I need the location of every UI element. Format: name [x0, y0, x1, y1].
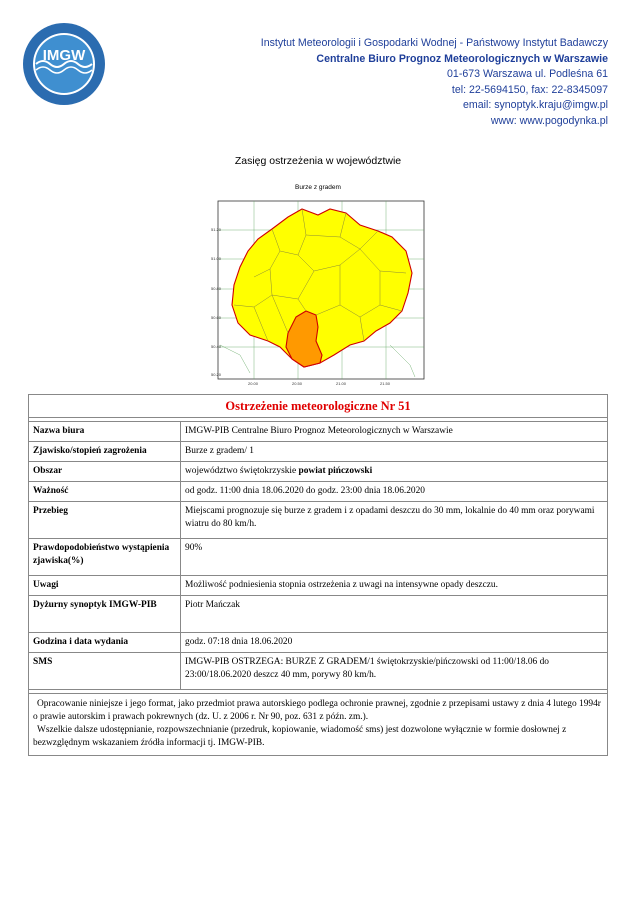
address: 01-673 Warszawa ul. Podleśna 61: [447, 68, 608, 80]
table-row: Ważność od godz. 11:00 dnia 18.06.2020 do godz. 23:00 dnia 18.06.2020: [29, 482, 608, 502]
copyright-paragraph: Opracowanie niniejsze i jego format, jako przedmiot prawa autorskiego podlega ochronie prawnej, zgodnie z przepisami ustawy z dnia 4 lutego 1994r o prawie autorskim i prawach pokrewnych (dz. U. z 2006 r. Nr 90, poz. 631 z późn. zm.).: [33, 699, 601, 722]
warning-title: Ostrzeżenie meteorologiczne Nr 51: [29, 395, 608, 418]
table-row: Nazwa biura IMGW-PIB Centralne Biuro Prognoz Meteorologicznych w Warszawie: [29, 422, 608, 442]
warning-map: [210, 195, 426, 391]
table-row: SMS IMGW-PIB OSTRZEGA: BURZE Z GRADEM/1 świętokrzyskie/pińczowski od 11:00/18.06 do 23:00/18.06.2020 deszcz 40 mm, porywy 80 km/h.: [29, 653, 608, 690]
table-row: Godzina i data wydania godz. 07:18 dnia 18.06.2020: [29, 633, 608, 653]
x-label: 21.00: [336, 381, 347, 386]
y-label: 50.80: [211, 286, 222, 291]
imgw-logo: [22, 22, 106, 106]
website[interactable]: www: www.pogodynka.pl: [490, 114, 608, 127]
table-row: Obszar województwo świętokrzyskie powiat pińczowski: [29, 462, 608, 482]
x-label: 21.50: [380, 381, 391, 386]
y-label: 51.00: [211, 256, 222, 261]
copyright-notice: [29, 694, 608, 756]
map-title: Zasięg ostrzeżenia w województwie: [234, 155, 402, 167]
table-row: Uwagi Możliwość podniesienia stopnia ostrzeżenia z uwagi na intensywne opady deszczu.: [29, 576, 608, 596]
x-label: 20.50: [292, 381, 303, 386]
copyright-paragraph: Wszelkie dalsze udostępnianie, rozpowszechnianie (przedruk, kopiowanie, wiadomość sms) jest dozwolone wyłącznie w formie dosłownej z bezwzględnym wskazaniem źródła informacji tj. IMGW-PIB.: [33, 725, 567, 748]
table-row: Dyżurny synoptyk IMGW-PIB Piotr Mańczak: [29, 596, 608, 633]
y-label: 50.20: [211, 372, 222, 377]
table-row: Prawdopodobieństwo wystąpienia zjawiska(%) 90%: [29, 539, 608, 576]
phone-fax: tel: 22-5694150, fax: 22-8345097: [451, 83, 608, 96]
map-subtitle: Burze z gradem: [295, 184, 341, 191]
y-label: 50.60: [211, 315, 222, 320]
county-name: powiat pińczowski: [298, 466, 373, 476]
email[interactable]: email: synoptyk.kraju@imgw.pl: [463, 99, 608, 111]
institute-header: [261, 36, 608, 129]
bureau-name: Centralne Biuro Prognoz Meteorologicznych w Warszawie: [316, 52, 608, 65]
table-row: Zjawisko/stopień zagrożenia Burze z gradem/ 1: [29, 442, 608, 462]
y-label: 51.20: [211, 227, 222, 232]
institute-name: Instytut Meteorologii i Gospodarki Wodnej - Państwowy Instytut Badawczy: [260, 37, 608, 49]
warning-document: [28, 394, 608, 756]
logo-text: IMGW: [42, 47, 86, 64]
table-row: Przebieg Miejscami prognozuje się burze z gradem i z opadami deszczu do 30 mm, lokalnie do 40 mm oraz porywami wiatru do 80 km/h.: [29, 502, 608, 539]
x-label: 20.00: [248, 381, 259, 386]
y-label: 50.40: [211, 344, 222, 349]
